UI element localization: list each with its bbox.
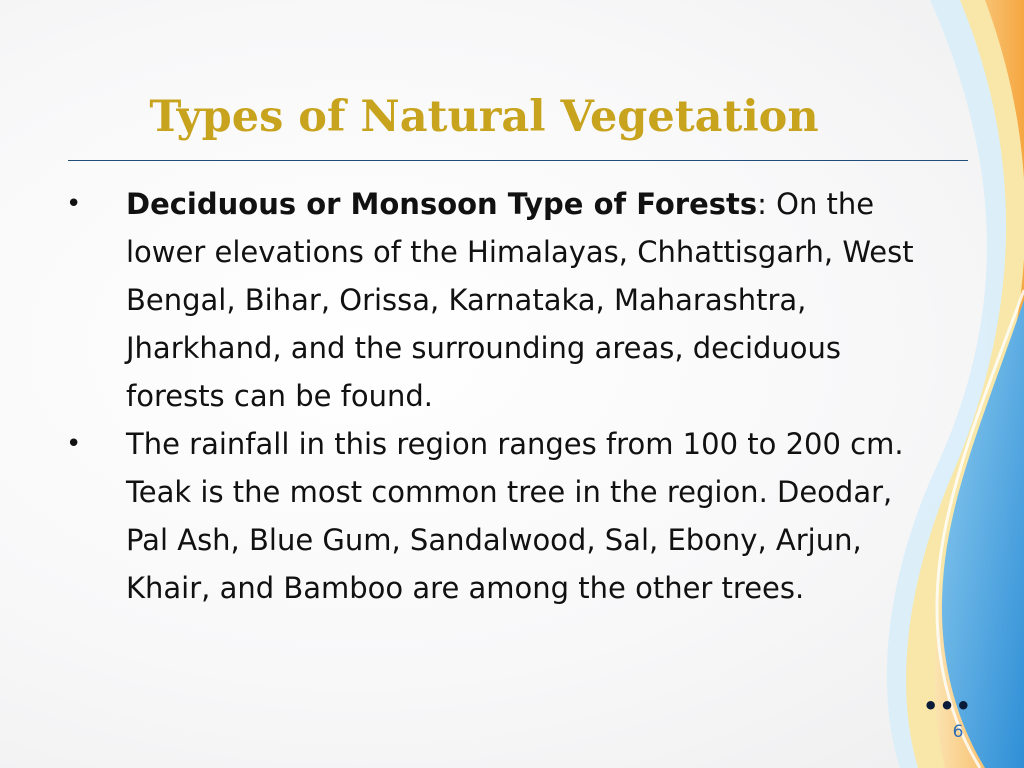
bullet-text: The rainfall in this region ranges from 100 to 200 cm. Teak is the most common tree in the region. Deodar, Pal Ash, Blue Gum, Sandalwood, Sal, Ebony, Arjun, Khair, and Bamboo are among the other trees. — [126, 427, 904, 605]
more-dots-icon: ••• — [923, 692, 973, 720]
bullet-icon: • — [66, 189, 82, 219]
page-number: 6 — [952, 722, 964, 742]
bullet-item — [66, 180, 916, 420]
bullet-text: : On the lower elevations of the Himalayas, Chhattisgarh, West Bengal, Bihar, Orissa, Karnataka, Maharashtra, Jharkhand, and the surrounding areas, deciduous forests can be found. — [126, 187, 914, 413]
slide-title: Types of Natural Vegetation — [149, 92, 819, 142]
bullet-list — [66, 180, 916, 612]
bullet-item — [66, 420, 916, 612]
bullet-lead: Deciduous or Monsoon Type of Forests — [126, 187, 758, 221]
title-divider — [68, 160, 968, 161]
bullet-icon: • — [66, 429, 82, 459]
